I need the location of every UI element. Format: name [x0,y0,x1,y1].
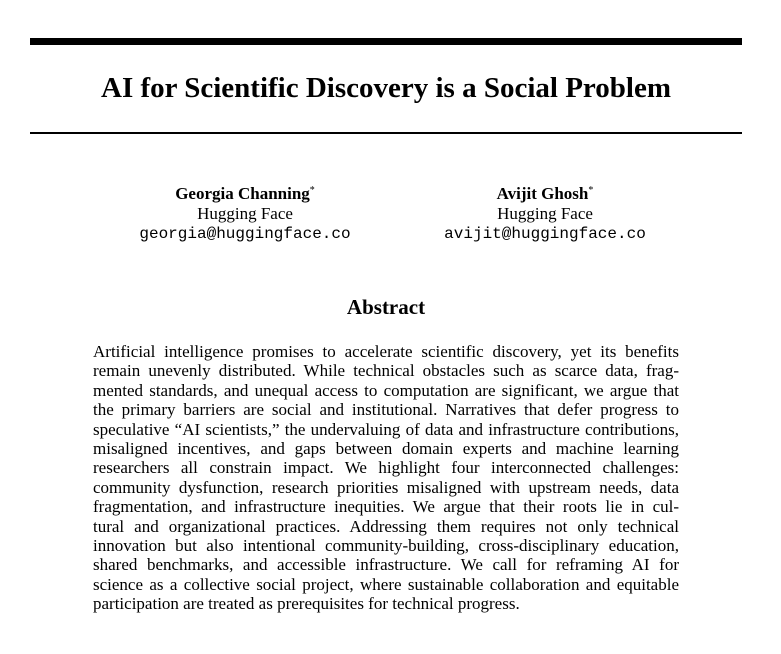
author-block-2 [430,184,660,244]
abstract-line: remain unevenly distributed. While technical obstacles such as scarce data, frag- [93,361,679,381]
author-name [110,184,380,204]
author-name [430,184,660,204]
abstract-line: participation are treated as prerequisites for technical progress. [93,594,520,614]
abstract-line: Artificial intelligence promises to accelerate scientific discovery, yet its benefits [93,342,679,361]
abstract-line: tural and organizational practices. Addressing them requires not only technical [93,516,679,536]
abstract-line: researchers all constrain impact. We highlight four interconnected challenges: [93,458,679,478]
paper-title: AI for Scientific Discovery is a Social Problem [101,72,671,104]
author-affiliation: Hugging Face [197,204,293,223]
abstract-line: mented standards, and unequal access to computation are significant, we argue that [93,380,679,400]
abstract-line: innovation but also intentional community-building, cross-disciplinary education, [93,536,679,556]
abstract-body [93,342,679,614]
author-email: georgia@huggingface.co [139,225,351,243]
abstract-line: shared benchmarks, and accessible infrastructure. We call for reframing AI for [93,555,679,575]
equal-contribution-marker: * [588,185,594,196]
author-name-text: Avijit Ghosh [496,184,589,203]
top-thick-rule [30,38,742,45]
equal-contribution-marker: * [309,185,315,196]
author-name-text: Georgia Channing [175,184,310,203]
author-affiliation: Hugging Face [497,204,593,223]
bottom-thin-rule [30,132,742,134]
abstract-line: fragmentation, and infrastructure inequities. We argue that their roots lie in cul- [93,497,679,517]
abstract-line: the primary barriers are social and institutional. Narratives that defer progress to [93,400,679,420]
abstract-line: misaligned incentives, and gaps between domain experts and machine learning [93,439,679,459]
abstract-line: speculative “AI scientists,” the undervaluing of data and infrastructure contributions, [93,419,679,439]
author-block-1 [110,184,380,244]
abstract-line: science as a collective social project, where sustainable collaboration and equitable [93,574,679,594]
abstract-line: community dysfunction, research priorities misaligned with upstream needs, data [93,477,679,497]
abstract-heading: Abstract [346,295,426,319]
author-email: avijit@huggingface.co [444,225,646,243]
